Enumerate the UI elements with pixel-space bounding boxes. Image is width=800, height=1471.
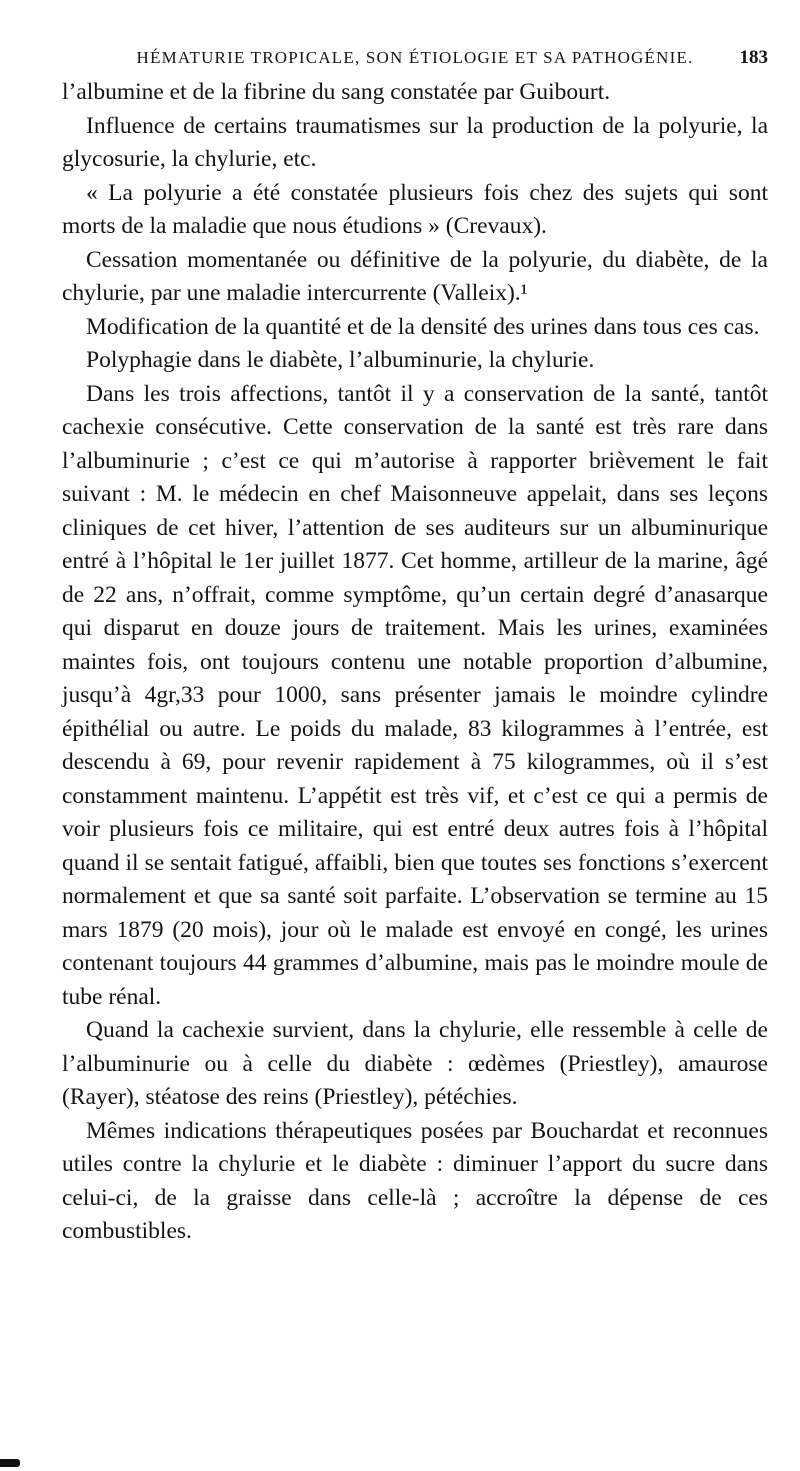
page-number: 183 (739, 47, 768, 68)
body-text (62, 76, 768, 1249)
paragraph: « La polyurie a été constatée plusieurs fois chez des sujets qui sont morts de la maladie que nous étudions » (Crevaux). (62, 179, 768, 239)
paragraph: Dans les trois affections, tantôt il y a conservation de la santé, tantôt cachexie consécutive. Cette conservation de la santé est très rare dans l’albuminurie ; c’est ce qui m’autorise à rapporter brièvement le fait suivant : M. le médecin en chef Maisonneuve appelait, dans ses leçons cliniques de cet hiver, l’attention de ses auditeurs sur un albuminurique entré à l’hôpital le 1er juillet 1877. Cet homme, artilleur de la marine, âgé de 22 ans, n’offrait, comme symptôme, qu’un certain degré d’anasarque qui disparut en douze jours de traitement. Mais les urines, examinées maintes fois, ont toujours contenu une notable proportion d’albumine, jusqu’à 4gr,33 pour 1000, sans présenter jamais le moindre cylindre épithélial ou autre. Le poids du malade, 83 kilogrammes à l’entrée, est descendu à 69, pour revenir rapidement à 75 kilogrammes, où il s’est constamment maintenu. L’appétit est très vif, et c’est ce qui a permis de voir plusieurs fois ce militaire, qui est entré deux autres fois à l’hôpital quand il se sentait fatigué, affaibli, bien que toutes ses fonctions s’exercent normalement et que sa santé soit parfaite. L’observation se termine au 15 mars 1879 (20 mois), jour où le malade est envoyé en congé, les urines contenant toujours 44 grammes d’albumine, mais pas le moindre moule de tube rénal. (62, 380, 768, 1010)
running-header (62, 44, 768, 72)
running-title: HÉMATURIE TROPICALE, SON ÉTIOLOGIE ET SA PATHOGÉNIE. (136, 48, 694, 67)
paragraph: Modification de la quantité et de la densité des urines dans tous ces cas. (86, 313, 760, 340)
paragraph: Polyphagie dans le diabète, l’albuminurie, la chylurie. (86, 347, 595, 373)
paragraph: l’albumine et de la fibrine du sang constatée par Guibourt. (62, 79, 611, 105)
paragraph: Influence de certains traumatismes sur la production de la polyurie, la glycosurie, la chylurie, etc. (62, 112, 768, 172)
paragraph: Quand la cachexie survient, dans la chylurie, elle ressemble à celle de l’albuminurie ou à celle du diabète : œdèmes (Priestley), amaurose (Rayer), stéatose des reins (Priestley), pétéchies. (62, 1017, 768, 1110)
scan-edge-mark (0, 1459, 20, 1467)
book-page (62, 44, 768, 1249)
paragraph: Cessation momentanée ou définitive de la polyurie, du diabète, de la chylurie, par une maladie intercurrente (Valleix).¹ (62, 246, 768, 306)
paragraph: Mêmes indications thérapeutiques posées par Bouchardat et reconnues utiles contre la chylurie et le diabète : diminuer l’apport du sucre dans celui-ci, de la graisse dans celle-là ; accroître la dépense de ces combustibles. (62, 1117, 768, 1244)
